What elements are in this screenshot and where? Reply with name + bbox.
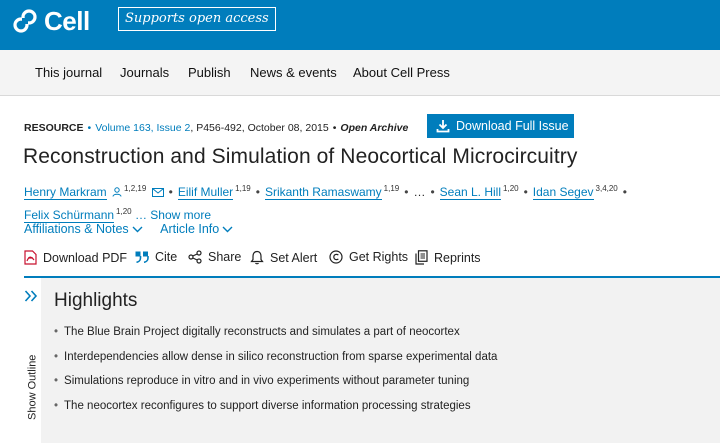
- show-outline-toggle[interactable]: Show Outline: [26, 354, 39, 420]
- highlight-text: Simulations reproduce in vitro and in vivo experiments without parameter tuning: [64, 375, 470, 387]
- person-icon: [112, 187, 122, 197]
- highlight-text: Interdependencies allow dense in silico reconstruction from sparse experimental data: [64, 350, 498, 363]
- chevron-down-icon: [132, 226, 143, 233]
- reprints-button[interactable]: [415, 250, 481, 265]
- author-affiliation-sup: 1,2,19: [124, 184, 147, 193]
- affiliations-notes-toggle[interactable]: [24, 222, 143, 236]
- download-full-issue-button[interactable]: [427, 114, 574, 138]
- volume-issue-link[interactable]: Volume 163, Issue 2: [95, 122, 191, 134]
- article-info-label: Article Info: [160, 222, 220, 236]
- article-info-toggle[interactable]: [160, 222, 233, 236]
- reprints-label: Reprints: [434, 250, 481, 265]
- download-pdf-button[interactable]: [24, 250, 127, 265]
- cell-logo[interactable]: [12, 4, 90, 38]
- highlight-text: The Blue Brain Project digitally reconstructs and simulates a part of neocortex: [64, 326, 460, 338]
- article-details-row: [24, 222, 233, 236]
- list-item: [54, 374, 694, 399]
- bullet-icon: •: [54, 375, 59, 387]
- bullet-icon: •: [54, 350, 59, 363]
- open-access-badge[interactable]: Supports open access: [118, 7, 276, 31]
- author-separator: •: [255, 185, 260, 199]
- list-item: [54, 399, 694, 424]
- list-item: [54, 325, 694, 350]
- author-name[interactable]: Srikanth Ramaswamy: [264, 185, 382, 199]
- share-icon: [188, 250, 202, 264]
- cite-button[interactable]: [135, 250, 177, 264]
- nav-journals[interactable]: Journals: [120, 65, 170, 80]
- set-alert-button[interactable]: [250, 250, 317, 265]
- author-name[interactable]: Henry Markram: [24, 185, 107, 199]
- set-alert-label: Set Alert: [270, 250, 318, 265]
- affiliations-label: Affiliations & Notes: [24, 222, 129, 236]
- share-label: Share: [208, 250, 242, 264]
- highlights-section: [41, 278, 720, 443]
- article-meta: RESOURCE • Volume 163, Issue 2, P456-492, October 08, 2015 • Open Archive: [24, 122, 409, 134]
- copyright-icon: [329, 250, 343, 264]
- author-name[interactable]: Felix Schürmann: [24, 208, 115, 222]
- article-type: RESOURCE: [24, 122, 84, 134]
- nav-publish[interactable]: Publish: [188, 65, 231, 80]
- highlights-list: [54, 325, 694, 423]
- author-separator: •: [430, 185, 435, 199]
- reprints-icon: [415, 250, 428, 265]
- pages-date: P456-492, October 08, 2015: [196, 122, 329, 134]
- author-name[interactable]: Sean L. Hill: [439, 185, 502, 199]
- get-rights-label: Get Rights: [349, 250, 409, 264]
- double-chevron-right-icon[interactable]: [24, 290, 38, 302]
- author-list: [24, 179, 714, 225]
- cell-logo-icon: [12, 8, 38, 34]
- author-separator: •: [523, 185, 528, 199]
- email-icon[interactable]: [152, 188, 164, 197]
- chevron-down-icon: [222, 226, 233, 233]
- author-affiliation-sup: 1,19: [235, 184, 251, 193]
- outline-sidebar: [24, 286, 41, 443]
- author-separator: •: [404, 185, 409, 199]
- nav-news-events[interactable]: News & events: [250, 65, 337, 80]
- cite-label: Cite: [155, 250, 178, 264]
- highlights-heading: Highlights: [54, 290, 138, 311]
- top-bar: [0, 0, 720, 50]
- share-button[interactable]: [188, 250, 241, 264]
- pdf-icon: [24, 250, 37, 265]
- authors-ellipsis: …: [413, 185, 426, 199]
- download-pdf-label: Download PDF: [43, 250, 128, 265]
- meta-separator: •: [87, 122, 92, 134]
- nav-this-journal[interactable]: This journal: [35, 65, 103, 80]
- show-more-authors-link[interactable]: … Show more: [134, 208, 211, 222]
- meta-separator: •: [332, 122, 337, 134]
- download-full-issue-label: Download Full Issue: [456, 119, 569, 133]
- author-separator: •: [168, 185, 173, 199]
- open-archive-label: Open Archive: [340, 122, 409, 134]
- author-affiliation-sup: 1,19: [383, 184, 400, 193]
- logo-text: Cell: [44, 5, 90, 36]
- nav-about-cell-press[interactable]: About Cell Press: [353, 65, 450, 80]
- get-rights-button[interactable]: [329, 250, 408, 264]
- bell-icon: [250, 250, 264, 265]
- author-affiliation-sup: 1,20: [503, 184, 519, 193]
- quote-icon: [135, 251, 149, 263]
- article-title: Reconstruction and Simulation of Neocortical Microcircuitry: [23, 145, 578, 168]
- main-nav: [0, 50, 720, 96]
- article-toolbar: [24, 250, 714, 268]
- list-item: [54, 350, 694, 375]
- author-name[interactable]: Idan Segev: [532, 185, 594, 199]
- author-affiliation-sup: 3,4,20: [595, 184, 618, 193]
- download-icon: [436, 119, 450, 133]
- highlight-text: The neocortex reconfigures to support diverse information processing strategies: [64, 399, 471, 412]
- author-separator: •: [622, 185, 627, 199]
- author-affiliation-sup: 1,20: [116, 207, 132, 216]
- bullet-icon: •: [54, 399, 59, 412]
- author-name[interactable]: Eilif Muller: [177, 185, 234, 199]
- bullet-icon: •: [54, 326, 59, 338]
